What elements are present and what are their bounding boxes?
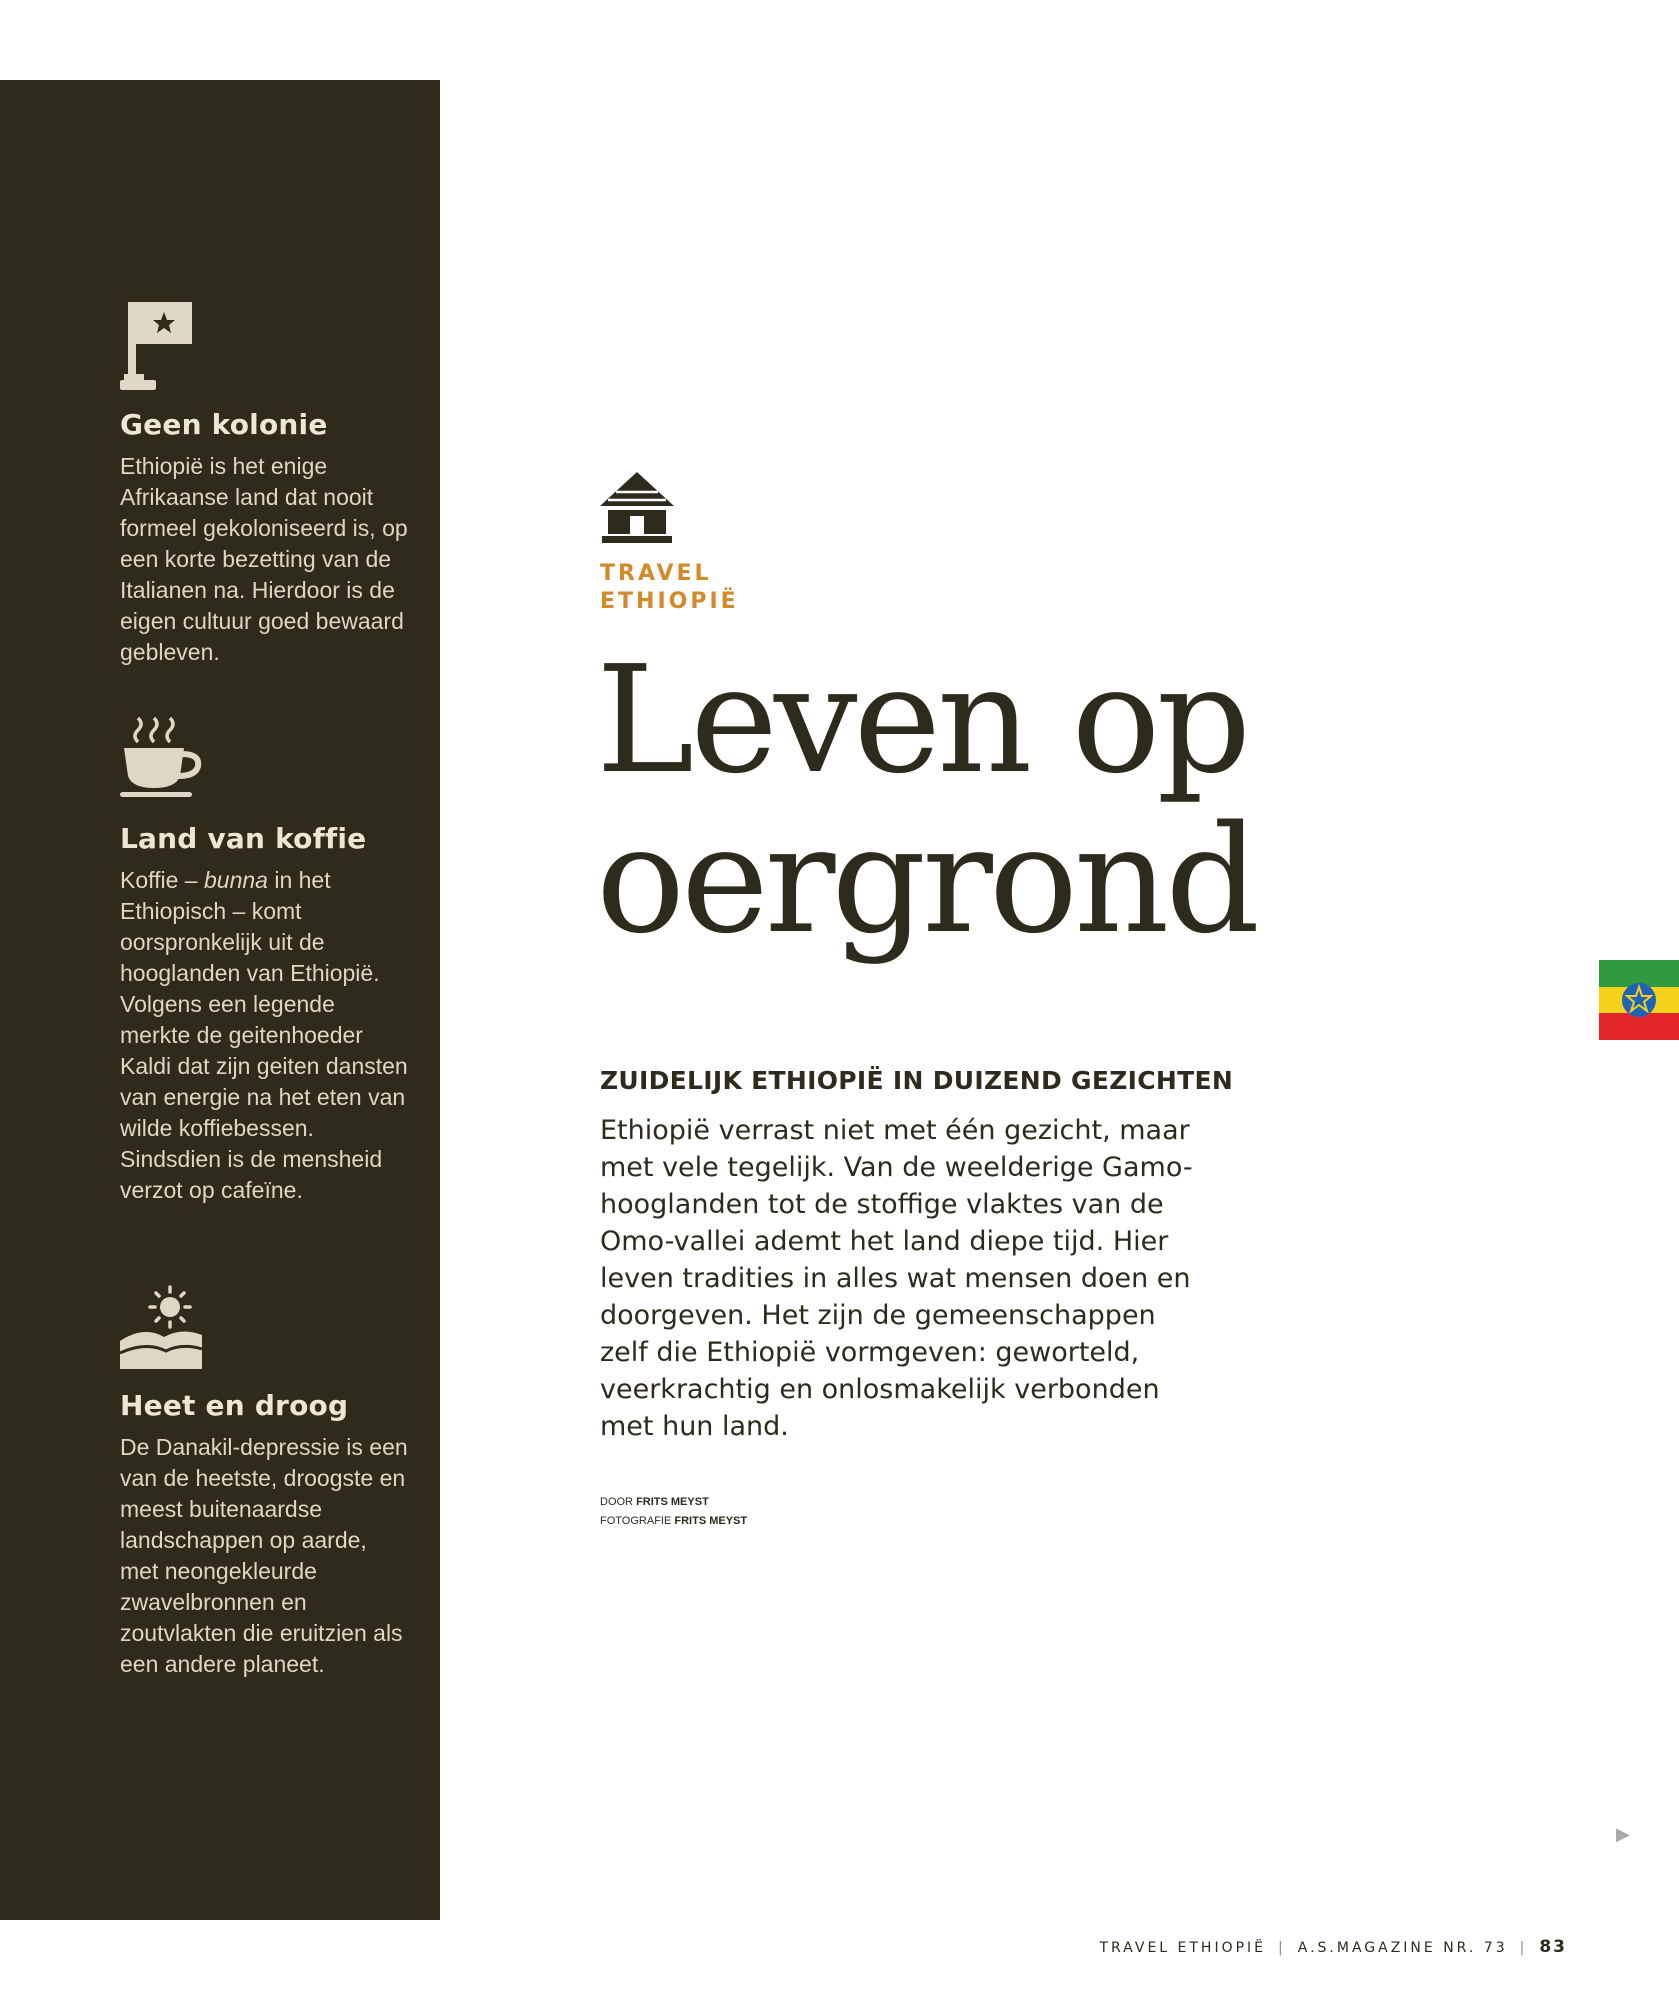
kicker-line: ETHIOPIË — [600, 589, 739, 614]
fact-text: De Danakil-depressie is een van de heetste, droogste en meest buitenaardse landschappen op aarde, met neongekleurde zwavelbronnen en zoutvlakten die eruitzien als een andere planeet. — [120, 1434, 408, 1677]
facts-sidebar — [0, 80, 440, 1920]
credit-label: FOTOGRAFIE — [600, 1515, 672, 1527]
coffee-cup-icon — [120, 710, 202, 800]
fact-heet-en-droog — [120, 1285, 410, 1680]
page-number: 83 — [1539, 1937, 1567, 1957]
page-footer — [1099, 1937, 1567, 1957]
fact-geen-kolonie — [120, 300, 410, 668]
page-title — [596, 634, 1356, 966]
fact-text-part: Koffie – — [120, 867, 204, 893]
credit-label: DOOR — [600, 1496, 633, 1508]
ethiopia-flag-icon — [1599, 960, 1679, 1040]
fact-text: Ethiopië is het enige Afrikaanse land dat nooit formeel gekoloniseerd is, op een korte bezetting van de Italianen na. Hierdoor is de eigen cultuur goed bewaard gebleven. — [120, 453, 408, 665]
credit-name: FRITS MEYST — [636, 1496, 709, 1508]
intro-paragraph: Ethiopië verrast niet met één gezicht, maar met vele tegelijk. Van de weelderige Gamo-hooglanden tot de stoffige vlaktes van de Omo-vallei ademt het land diepe tijd. Hier leven tradities in alles wat mensen doen en doorgeven. Het zijn de gemeenschappen zelf die Ethiopië vormgeven: geworteld, veerkrachtig en onlosmakelijk verbonden met hun land. — [600, 1115, 1193, 1442]
fact-title: Geen kolonie — [120, 408, 328, 441]
footer-section: TRAVEL ETHIOPIË — [1099, 1940, 1267, 1956]
footer-magazine: A.S.MAGAZINE NR. 73 — [1297, 1940, 1508, 1956]
credit-photography — [600, 1512, 747, 1531]
credit-author — [600, 1493, 747, 1512]
fact-text-part: in het Ethiopisch – komt oorspronkelijk uit de hooglanden van Ethiopië. Volgens een legende merkte de geitenhoeder Kaldi dat zijn geiten dansten van energie na het eten van wilde koffiebessen. Sindsdien is de mensheid verzot op cafeïne. — [120, 867, 408, 1203]
fact-text-emphasis: bunna — [203, 867, 268, 893]
fact-title: Heet en droog — [120, 1389, 349, 1422]
next-page-arrow-icon[interactable]: ▶ — [1616, 1824, 1630, 1844]
section-kicker — [600, 560, 739, 616]
credit-name: FRITS MEYST — [674, 1515, 748, 1527]
fact-text — [120, 865, 410, 1206]
hut-icon — [598, 470, 676, 548]
title-line: Leven op — [596, 634, 1248, 806]
footer-divider: | — [1519, 1940, 1528, 1956]
fact-title: Land van koffie — [120, 822, 367, 855]
footer-divider: | — [1278, 1940, 1286, 1956]
subheading: ZUIDELIJK ETHIOPIË IN DUIZEND GEZICHTEN — [600, 1066, 1234, 1095]
kicker-line: TRAVEL — [600, 561, 712, 586]
credits — [600, 1493, 747, 1531]
title-line: oergrond — [596, 794, 1257, 966]
sun-landscape-icon — [120, 1285, 204, 1371]
flag-star-icon — [120, 300, 196, 392]
fact-land-van-koffie — [120, 710, 410, 1206]
